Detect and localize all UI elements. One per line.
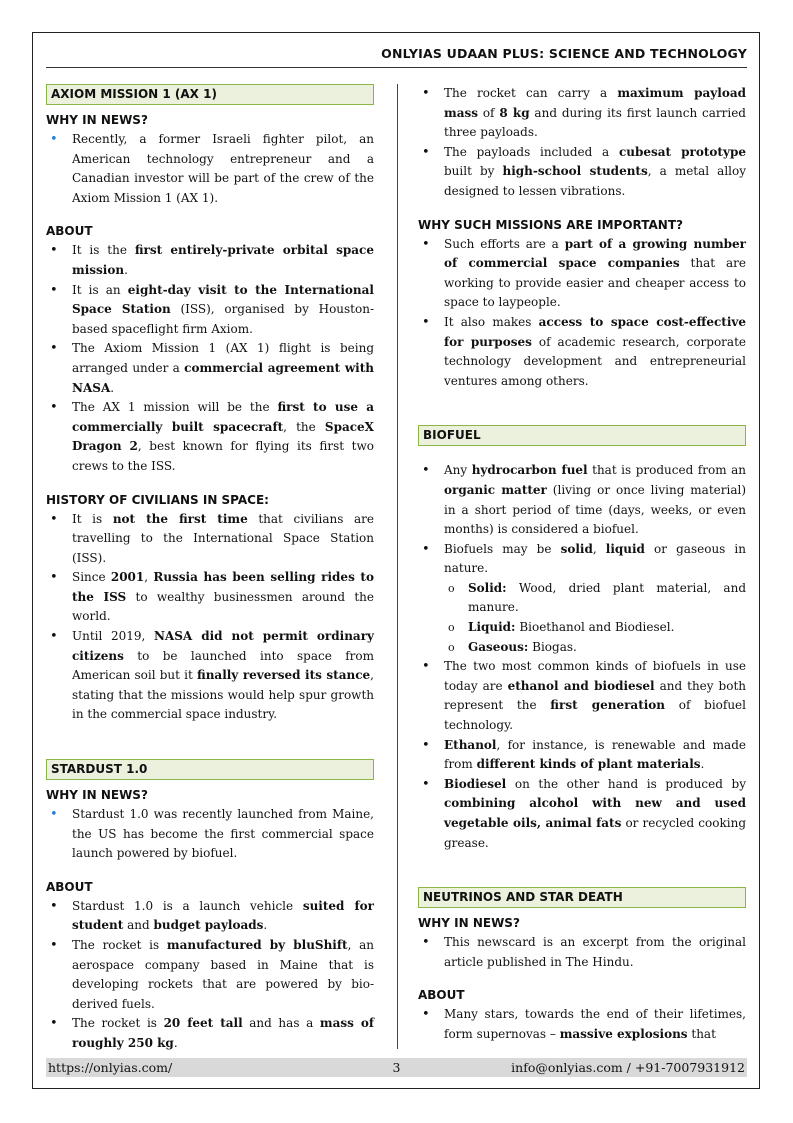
sub-bullet-item: [440, 638, 746, 658]
bullet-item: [46, 398, 374, 476]
bullet-text: on the other hand is produced by: [506, 776, 746, 791]
bullet-bold-text: commercial agreement with NASA: [72, 360, 374, 395]
axiom-about-heading: ABOUT: [46, 224, 93, 239]
bullet-text: The two most common kinds of biofuels in use today are: [444, 659, 746, 693]
left-column: [46, 84, 374, 1054]
important-heading: WHY SUCH MISSIONS ARE IMPORTANT?: [418, 217, 683, 232]
bullet-bold-text: NASA did not permit ordinary citizens: [72, 629, 374, 663]
neutrinos-about-heading: ABOUT: [418, 988, 465, 1003]
important-list: [418, 235, 746, 392]
bullet-bold-text: 8 kg: [499, 105, 530, 120]
bullet-item: [418, 84, 746, 143]
stardust-why-heading: WHY IN NEWS?: [46, 788, 148, 803]
bullet-text: .: [124, 262, 128, 277]
bullet-bold-text: eight-day visit to the International Space Station: [72, 282, 374, 317]
bullet-text: that: [687, 1026, 716, 1041]
bullet-text: , a metal alloy designed to lessen vibrations.: [444, 164, 747, 198]
bullet-bold-text: 20 feet tall: [163, 1016, 243, 1031]
bullet-bold-text: Russia has been selling rides to the ISS: [72, 570, 374, 604]
sub-bullet-item: [440, 579, 746, 618]
bullet-text: .: [700, 757, 705, 772]
bullet-text: The rocket is: [72, 1016, 164, 1031]
bullet-bold-text: hydrocarbon fuel: [471, 463, 588, 478]
bullet-text: to wealthy businessmen around the world.: [72, 589, 375, 624]
bullet-text: , stating that the missions would help spur growth in the commercial space industry.: [72, 668, 374, 722]
bullet-item: [46, 510, 374, 569]
biofuel-sub-list: [440, 579, 746, 657]
neutrinos-why-heading: WHY IN NEWS?: [418, 916, 520, 931]
bullet-bold-text: first to use a commercially built spacecraft: [72, 400, 374, 434]
bullet-bold-text: massive explosions: [559, 1026, 688, 1041]
bullet-text: and they both represent the: [444, 678, 746, 713]
bullet-text: , an aerospace company based in Maine that is developing rockets that are powered by bio-derived fuels.: [72, 938, 375, 1011]
bullet-bold-text: solid: [560, 541, 593, 556]
axiom-why-list: [46, 130, 374, 208]
axiom-history-list: [46, 510, 374, 726]
sub-bullet-text: Wood, dried plant material, and manure.: [468, 580, 746, 615]
bullet-item: [418, 540, 746, 579]
bullet-bold-text: maximum payload mass: [444, 86, 746, 120]
bullet-item: [46, 339, 374, 398]
page-header: ONLYIAS UDAAN PLUS: SCIENCE AND TECHNOLOGY: [381, 46, 747, 61]
neutrinos-why-list: [418, 933, 746, 972]
bullet-bold-text: SpaceX Dragon 2: [72, 419, 374, 454]
axiom-history-heading: HISTORY OF CIVILIANS IN SPACE:: [46, 492, 269, 507]
bullet-bold-text: finally reversed its stance: [196, 668, 371, 683]
bullet-text: (living or once living material) in a short period of time (days, weeks, or even months) is considered a biofuel.: [444, 482, 746, 537]
bullet-text: .: [263, 918, 268, 933]
stardust-about-heading: ABOUT: [46, 879, 93, 894]
bullet-text: It is: [72, 511, 113, 526]
bullet-text: .: [110, 380, 115, 395]
header-rule: [46, 67, 747, 68]
bullet-text: Any: [444, 463, 472, 478]
bullet-text: that is produced from an: [587, 463, 746, 478]
sub-bullet-text: Bioethanol and Biodiesel.: [515, 620, 675, 635]
bullet-text: or gaseous in nature.: [444, 541, 746, 576]
bullet-text: Many stars, towards the end of their lifetimes, form supernovas –: [444, 1007, 746, 1041]
bullet-bold-text: 2001: [110, 570, 145, 585]
bullet-text: , for instance, is renewable and made from: [444, 737, 746, 772]
bullet-bold-text: ethanol and biodiesel: [507, 678, 655, 693]
bullet-text: Stardust 1.0 is a launch vehicle: [72, 898, 303, 913]
bullet-text: and has a: [242, 1016, 320, 1031]
bullet-item: [418, 313, 746, 391]
bullet-text: or recycled cooking grease.: [444, 816, 747, 850]
footer-contact: info@onlyias.com / +91-7007931912: [511, 1060, 745, 1075]
bullet-text: The rocket can carry a: [444, 86, 618, 100]
bullet-item: [418, 736, 746, 775]
sub-bullet-label: Gaseous:: [468, 639, 529, 654]
bullet-text: ,: [144, 570, 154, 585]
bullet-text: Recently, a former Israeli fighter pilot, an American technology entrepreneur and a Canadian investor will be part of the crew of the Axiom Mission 1 (AX 1).: [72, 132, 374, 205]
bullet-item: [46, 130, 374, 208]
bullet-bold-text: first generation: [550, 698, 666, 713]
sub-bullet-label: Solid:: [468, 580, 507, 595]
bullet-text: of biofuel technology.: [444, 698, 746, 733]
bullet-text: built by: [444, 164, 503, 179]
bullet-bold-text: combining alcohol with new and used vegetable oils, animal fats: [444, 796, 746, 830]
section-title-stardust: STARDUST 1.0: [46, 759, 374, 780]
sub-bullet-item: [440, 618, 746, 638]
bullet-text: This newscard is an excerpt from the original article published in The Hindu.: [444, 935, 746, 969]
bullet-bold-text: cubesat prototype: [618, 144, 746, 159]
page-footer: [46, 1058, 747, 1077]
stardust-continued-list: [418, 84, 746, 202]
bullet-item: [46, 1014, 374, 1053]
stardust-about-list: [46, 897, 374, 1054]
bullet-item: [418, 775, 746, 853]
footer-page-number: 3: [392, 1060, 401, 1075]
bullet-text: It is the: [72, 243, 135, 258]
bullet-item: [46, 805, 374, 864]
biofuel-list-a: [418, 461, 746, 579]
sub-bullet-text: Biogas.: [528, 639, 577, 654]
bullet-text: The Axiom Mission 1 (AX 1) flight is being arranged under a: [72, 341, 374, 375]
bullet-bold-text: manufactured by bluShift: [166, 938, 348, 952]
bullet-bold-text: different kinds of plant materials: [476, 757, 701, 772]
bullet-text: (ISS), organised by Houston-based spaceflight firm Axiom.: [72, 302, 375, 336]
bullet-item: [418, 461, 746, 539]
bullet-item: [418, 1005, 746, 1044]
bullet-bold-text: Ethanol: [444, 737, 497, 752]
footer-url-link[interactable]: https://onlyias.com/: [48, 1060, 173, 1075]
bullet-text: , best known for flying its first two crews to the ISS.: [72, 439, 374, 473]
bullet-text: of academic research, corporate technology development and entrepreneurial ventures among others.: [444, 334, 746, 388]
bullet-item: [46, 568, 374, 627]
bullet-bold-text: access to space cost-effective for purposes: [444, 314, 746, 349]
section-title-axiom: AXIOM MISSION 1 (AX 1): [46, 84, 374, 105]
bullet-text: that are working to provide easier and cheaper access to space to laypeople.: [444, 256, 746, 310]
bullet-text: to be launched into space from American soil but it: [72, 648, 374, 683]
bullet-item: [418, 933, 746, 972]
bullet-text: of: [477, 105, 500, 120]
bullet-bold-text: Biodiesel: [444, 776, 507, 791]
bullet-text: Biofuels may be: [444, 541, 561, 556]
bullet-item: [418, 235, 746, 313]
bullet-item: [46, 241, 374, 280]
bullet-text: Until 2019,: [72, 629, 154, 644]
axiom-about-list: [46, 241, 374, 476]
bullet-text: Such efforts are a: [444, 236, 565, 251]
axiom-why-heading: WHY IN NEWS?: [46, 113, 148, 127]
bullet-text: .: [173, 1035, 178, 1050]
bullet-text: The AX 1 mission will be the: [72, 400, 278, 415]
bullet-text: ,: [592, 541, 606, 556]
bullet-bold-text: budget payloads: [153, 918, 264, 933]
bullet-item: [418, 143, 746, 202]
bullet-item: [46, 897, 374, 936]
biofuel-list-b: [418, 657, 746, 853]
bullet-bold-text: part of a growing number of commercial space companies: [444, 236, 746, 271]
neutrinos-about-list: [418, 1005, 746, 1044]
bullet-bold-text: organic matter: [444, 482, 547, 497]
bullet-bold-text: suited for student: [72, 898, 374, 933]
bullet-text: that civilians are travelling to the International Space Station (ISS).: [72, 511, 374, 565]
right-column: [418, 84, 746, 1045]
stardust-why-list: [46, 805, 374, 864]
section-title-neutrinos: NEUTRINOS AND STAR DEATH: [418, 887, 746, 908]
bullet-text: The rocket is: [72, 938, 167, 952]
bullet-item: [46, 627, 374, 725]
bullet-bold-text: first entirely-private orbital space mission: [72, 243, 374, 277]
bullet-text: Stardust 1.0 was recently launched from Maine, the US has become the first commercial space launch powered by biofuel.: [72, 807, 374, 861]
section-title-biofuel: BIOFUEL: [418, 425, 746, 446]
sub-bullet-label: Liquid:: [468, 620, 516, 635]
bullet-text: and: [123, 918, 154, 933]
bullet-bold-text: not the first time: [112, 511, 248, 526]
bullet-bold-text: mass of roughly 250 kg: [72, 1016, 375, 1050]
bullet-item: [46, 281, 374, 340]
bullet-text: The payloads included a: [444, 144, 619, 159]
bullet-bold-text: liquid: [605, 541, 645, 556]
bullet-text: Since: [72, 570, 111, 585]
bullet-item: [46, 936, 374, 1014]
bullet-text: It also makes: [444, 314, 539, 329]
bullet-item: [418, 657, 746, 735]
bullet-text: , the: [283, 419, 325, 434]
bullet-text: It is an: [72, 282, 128, 297]
column-divider: [397, 84, 398, 1049]
bullet-text: and during its first launch carried three payloads.: [444, 105, 746, 140]
bullet-bold-text: high-school students: [502, 164, 648, 179]
